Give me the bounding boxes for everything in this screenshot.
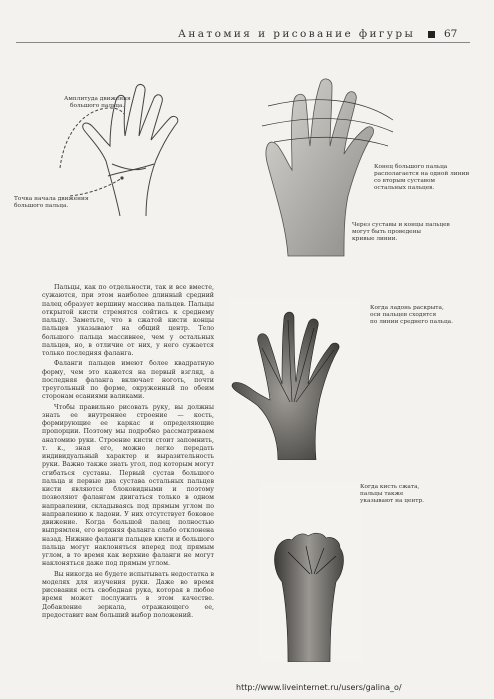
header-title: Анатомия и рисование фигуры	[178, 28, 416, 40]
open-palm-image	[228, 298, 360, 460]
caption-line: со вторым суставом	[374, 178, 436, 184]
caption-line: оси пальцев сходятся	[370, 312, 437, 318]
caption-line: Когда ладонь раскрыта,	[370, 305, 444, 311]
page-number: 67	[444, 28, 458, 40]
sketch-caption-bottom	[14, 196, 89, 210]
footer-url: http://www.liveinternet.ru/users/galina_o/	[236, 683, 402, 692]
caption-line: Через суставы и концы пальцев	[352, 222, 450, 228]
body-paragraph: Чтобы правильно рисовать руку, вы должны знать ее внутреннее строение — кость, формирующие ее каркас и определяющие пропорции. Поэтому мы подробно рассматриваем анатомию руки. Строение кисти стоит запомнить, т. к., зная его, можно легко передать индивидуальный характер и выразительность руки. Важно также знать угол, под которым могут сгибаться суставы. Первый сустав большого пальца и первые два сустава остальных пальцев кисти являются блоковидными и поэтому позволяют фалангам двигаться только в одном направлении, складываясь под прямым углом по направлению к ладони. У них отсутствует боковое движение. Когда большой палец полностью выпрямлен, его верхняя фаланга слабо отклонена назад. Нижние фаланги пальцев кисти и большого пальца могут наклоняться вперед под прямым углом, в то время как верхние фаланги не могут наклоняться даже под прямым углом.	[42, 403, 214, 568]
body-paragraph: Пальцы, как по отдельности, так и все вместе, сужаются, при этом наиболее длинный средний палец образует вершину массива пальцев. Пальцы открытой кисти стремятся сойтись к среднему пальцу. Заметьте, что в сжатой кисти концы пальцев указывают на общий центр. Тело большого пальца массивнее, чем у остальных пальцев, но, в отличие от них, у него сужается только последняя фаланга.	[42, 284, 214, 357]
open-palm-photo	[228, 298, 360, 460]
caption-line: остальных пальцев.	[374, 185, 435, 191]
header-rule	[16, 42, 470, 43]
hand2-caption	[352, 222, 450, 243]
thumb-origin-dot	[120, 176, 123, 179]
caption-line: Амплитуда движения	[64, 96, 131, 102]
palm-caption	[370, 305, 453, 326]
caption-line: Точка начала движения	[14, 196, 89, 202]
caption-line: Когда кисть сжата,	[360, 484, 420, 490]
fist-image	[258, 482, 362, 662]
body-text-column	[42, 284, 214, 622]
caption-line: пальцы также	[360, 491, 404, 497]
running-header	[150, 28, 470, 42]
caption-line: располагается на одной линии	[374, 171, 470, 177]
sketch-caption-top	[64, 96, 131, 110]
body-paragraph: Фаланги пальцев имеют более квадратную форму, чем это кажется на первый взгляд, а последняя фаланга включает ноготь, почти треугольный по форме, окруженный по обеим сторонам есаниями валиками.	[42, 360, 214, 401]
caption-line: кривые линии.	[352, 236, 398, 242]
fist-caption	[360, 484, 424, 505]
caption-line: указывают на центр.	[360, 498, 425, 504]
hand1-caption	[374, 164, 469, 192]
header-square-marker	[428, 31, 435, 38]
body-paragraph: Вы никогда не будете испытывать недостатка в моделях для изучения руки. Даже во время рисования есть свободная рука, которая в любое время может послужить в этом качестве. Добавление зеркала, отражающего ее, предоставит вам больший выбор положений.	[42, 570, 214, 619]
caption-line: могут быть проведены	[352, 229, 422, 235]
caption-line: большого пальца.	[14, 203, 69, 209]
fist-photo	[258, 482, 362, 662]
caption-line: большого пальца.	[70, 103, 125, 109]
caption-line: по линии среднего пальца.	[370, 319, 453, 325]
caption-line: Конец большого пальца	[374, 164, 448, 170]
